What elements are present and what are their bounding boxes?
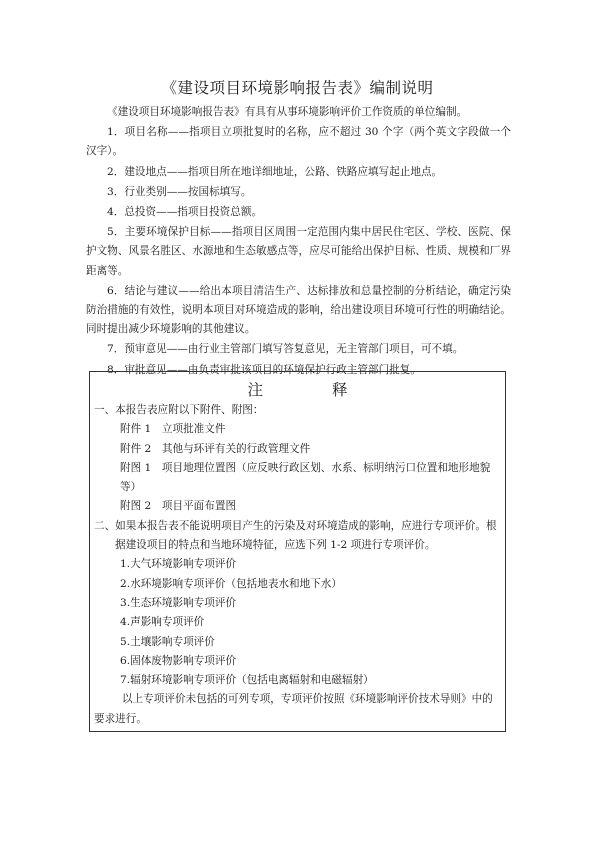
- special-assessment-item: 2.水环境影响专项评价（包括地表水和地下水）: [120, 577, 342, 590]
- intro-paragraph: 《建设项目环境影响报告表》有具有从事环境影响评价工作资质的单位编制。: [107, 106, 468, 118]
- document-title: 《建设项目环境影响报告表》编制说明: [161, 79, 434, 97]
- special-assessment-item: 6.固体废物影响专项评价: [120, 654, 237, 667]
- notes-body: [90, 401, 505, 729]
- instructions-section: [86, 103, 511, 381]
- attachment-item: 附件 1 立项批准文件: [120, 423, 226, 436]
- notes-closing: 以上专项评价未包括的可列专项，专项评价按照《环境影响评价技术导则》中的要求进行。: [94, 693, 493, 725]
- instruction-item-investment: 4．总投资——指项目投资总额。: [107, 206, 263, 219]
- attachment-item: 附件 2 其他与环评有关的行政管理文件: [120, 442, 311, 455]
- notes-heading: 注 释: [247, 381, 380, 399]
- instruction-item-conclusion: 6．结论与建议——给出本项目清洁生产、达标排放和总量控制的分析结论，确定污染防治措施的有效性，说明本项目对环境造成的影响，给出建设项目环境可行性的明确结论。同时提出减少环境影响的其他建议。: [86, 284, 511, 336]
- instruction-item-location: 2．建设地点——指项目所在地详细地址，公路、铁路应填写起止地点。: [107, 165, 443, 178]
- special-assessment-item: 1.大气环境影响专项评价: [120, 558, 237, 571]
- notes-section-one: 一、本报告表应附以下附件、附图：: [94, 404, 264, 416]
- special-assessment-item: 7.辐射环境影响专项评价（包括电离辐射和电磁辐射）: [120, 674, 374, 687]
- notes-section-two: 二、如果本报告表不能说明项目产生的污染及对环境造成的影响，应进行专项评价。根据建设项目的特点和当地环境特征，应选下列 1-2 项进行专项评价。: [94, 519, 497, 552]
- attachment-item: 附图 2 项目平面布置图: [120, 500, 237, 513]
- instruction-item-project-name: 1．项目名称——指项目立项批复时的名称，应不超过 30 个字（两个英文字段做一个汉字）。: [86, 126, 511, 158]
- instruction-item-approval: 8．审批意见——由负责审批该项目的环境保护行政主管部门批复。: [107, 363, 421, 376]
- instruction-item-protection-targets: 5．主要环境保护目标——指项目区周围一定范围内集中居民住宅区、学校、医院、保护文物、风景名胜区、水源地和生态敏感点等，应尽可能给出保护目标、性质、规模和厂界距离等。: [86, 226, 511, 277]
- special-assessment-item: 4.声影响专项评价: [120, 616, 205, 629]
- special-assessment-item: 5.土壤影响专项评价: [120, 635, 215, 648]
- attachment-item: 附图 1 项目地理位置图（应反映行政区划、水系、标明纳污口位置和地形地貌等）: [120, 461, 491, 494]
- special-assessment-item: 3.生态环境影响专项评价: [120, 596, 237, 609]
- instruction-item-preliminary-review: 7．预审意见——由行业主管部门填写答复意见，无主管部门项目，可不填。: [107, 343, 464, 356]
- instruction-item-industry: 3．行业类别——按国标填写。: [107, 185, 252, 198]
- notes-box: [89, 371, 506, 732]
